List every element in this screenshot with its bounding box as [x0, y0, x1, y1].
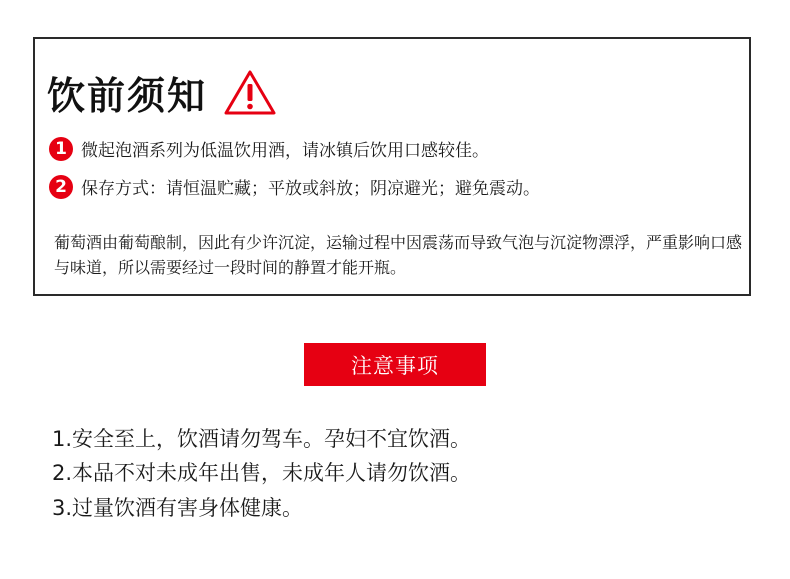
notice-item-2	[49, 174, 540, 199]
warning-triangle-icon	[223, 69, 277, 117]
notice-paragraph: 葡萄酒由葡萄酿制，因此有少许沉淀，运输过程中因震荡而导致气泡与沉淀物漂浮，严重影响口感与味道，所以需要经过一段时间的静置才能开瓶。	[54, 233, 743, 277]
rule-2: 2.本品不对未成年出售，未成年人请勿饮酒。	[52, 461, 472, 485]
notice-item-2-text: 保存方式：请恒温贮藏；平放或斜放；阴凉避光；避免震动。	[81, 179, 540, 199]
notice-box	[33, 37, 751, 296]
notice-item-1-text: 微起泡酒系列为低温饮用酒，请冰镇后饮用口感较佳。	[81, 141, 489, 161]
attention-banner: 注意事项	[304, 343, 486, 386]
notice-title: 饮前须知	[47, 74, 208, 118]
number-badge-2: 2	[49, 175, 73, 199]
rule-1: 1.安全至上，饮酒请勿驾车。孕妇不宜饮酒。	[52, 427, 472, 451]
notice-item-1	[49, 136, 489, 161]
rule-3: 3.过量饮酒有害身体健康。	[52, 496, 304, 520]
number-badge-1: 1	[49, 137, 73, 161]
title-row	[47, 65, 277, 120]
